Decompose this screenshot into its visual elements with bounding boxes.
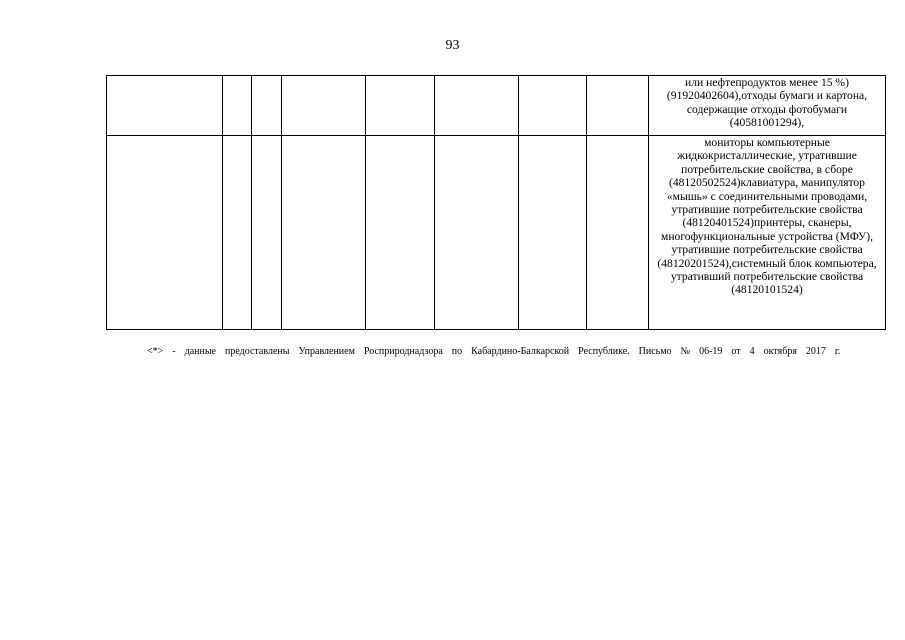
table-cell (282, 136, 366, 330)
waste-table (106, 75, 886, 330)
table-cell (252, 76, 282, 136)
table-cell (435, 76, 519, 136)
table-cell (519, 136, 587, 330)
table-row (107, 136, 886, 330)
table-cell (107, 136, 223, 330)
table-cell (435, 136, 519, 330)
table-row (107, 76, 886, 136)
footnote: <*> - данные предоставлены Управлением Росприроднадзора по Кабардино-Балкарской Республике. Письмо № 06-19 от 4 октября 2017 г. (147, 346, 841, 357)
table-cell (587, 136, 649, 330)
page-number: 93 (445, 38, 460, 53)
table-cell (223, 136, 252, 330)
table-cell (252, 136, 282, 330)
table-cell (107, 76, 223, 136)
table-cell (223, 76, 252, 136)
table-cell (282, 76, 366, 136)
table-cell (366, 136, 435, 330)
waste-description-cell: или нефтепродуктов менее 15 %) (91920402604),отходы бумаги и картона, содержащие отходы фотобумаги (40581001294), (649, 76, 886, 136)
waste-description-cell: мониторы компьютерные жидкокристаллические, утратившие потребительские свойства, в сборе (48120502524)клавиатура, манипулятор «мышь» с соединительными проводами, утратившие потребительские свойства (48120401524)принтеры, сканеры, многофункциональные устройства (МФУ), утратившие потребительские свойства (48120201524),системный блок компьютера, утративший потребительские свойства (48120101524) (649, 136, 886, 330)
table-cell (587, 76, 649, 136)
table-cell (366, 76, 435, 136)
table-cell (519, 76, 587, 136)
